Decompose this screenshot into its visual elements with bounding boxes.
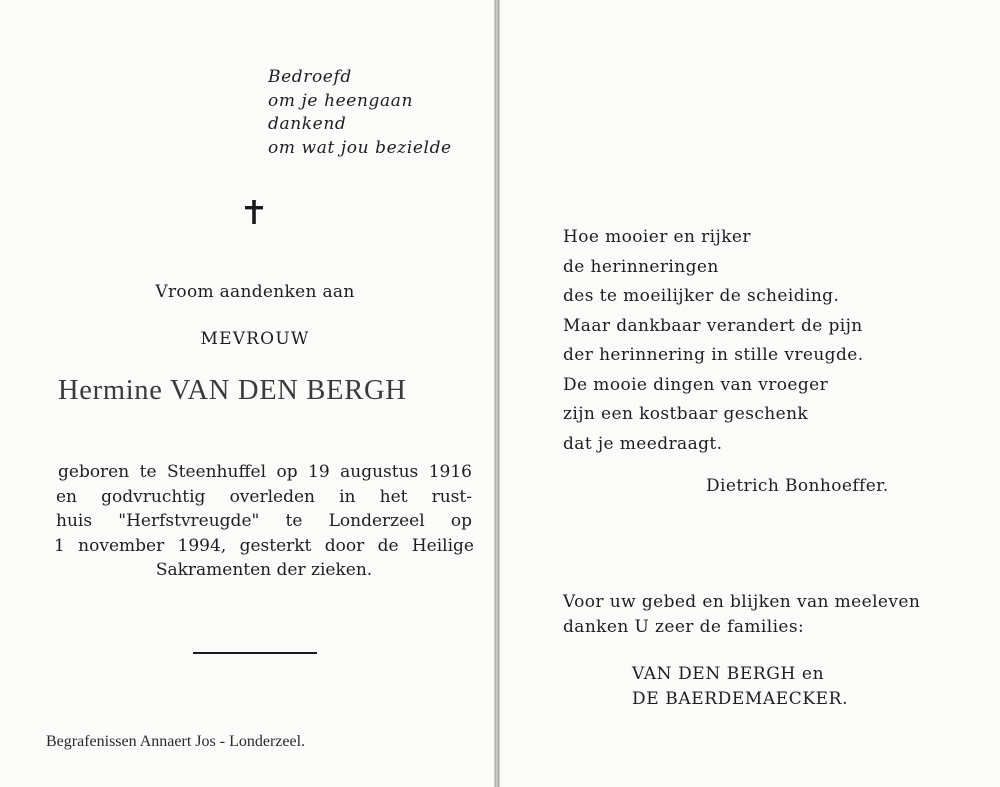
bio-line: Sakramenten der zieken.	[155, 560, 373, 580]
deceased-name: Hermine VAN DEN BERGH	[58, 375, 407, 406]
poem-line: om je heengaan	[268, 90, 414, 111]
bonhoeffer-poem	[563, 223, 864, 459]
poem-line: de herinneringen	[563, 256, 719, 277]
bio-line: en godvruchtig overleden in het rust-	[56, 486, 472, 507]
bio-line: geboren te Steenhuffel op 19 augustus 1916	[58, 462, 472, 482]
poem-line: om wat jou bezielde	[268, 137, 452, 158]
opening-poem	[268, 66, 452, 160]
honorific-title: MEVROUW	[200, 329, 310, 349]
card-fold	[494, 0, 500, 787]
thanks-line: danken U zeer de families:	[563, 616, 805, 637]
poem-line: De mooie dingen van vroeger	[563, 374, 829, 395]
thanks-line: Voor uw gebed en blijken van meeleven	[563, 592, 921, 612]
memorial-intro: Vroom aandenken aan	[155, 282, 355, 302]
cross-icon	[244, 200, 264, 224]
family-names	[632, 662, 848, 712]
poem-line: der herinnering in stille vreugde.	[563, 345, 864, 365]
poem-line: dat je meedraagt.	[563, 433, 723, 454]
family-line: DE BAERDEMAECKER.	[632, 689, 849, 709]
poem-line: Maar dankbaar verandert de pijn	[563, 315, 863, 336]
poem-line: zijn een kostbaar geschenk	[563, 404, 809, 424]
poem-line: Hoe mooier en rijker	[563, 227, 751, 247]
undertaker-credit: Begrafenissen Annaert Jos - Londerzeel.	[46, 733, 306, 750]
bio-line: huis "Herfstvreugde" te Londerzeel op	[56, 511, 472, 531]
poem-author: Dietrich Bonhoeffer.	[706, 476, 889, 496]
family-line: VAN DEN BERGH en	[632, 664, 825, 684]
divider-rule	[193, 652, 317, 654]
bio-line: 1 november 1994, gesterkt door de Heilige	[54, 535, 474, 556]
thanks-text	[563, 590, 920, 639]
poem-line: des te moeilijker de scheiding.	[563, 286, 840, 306]
poem-line: Bedroefd	[268, 67, 352, 87]
poem-line: dankend	[268, 114, 347, 134]
biography-text	[56, 460, 472, 583]
